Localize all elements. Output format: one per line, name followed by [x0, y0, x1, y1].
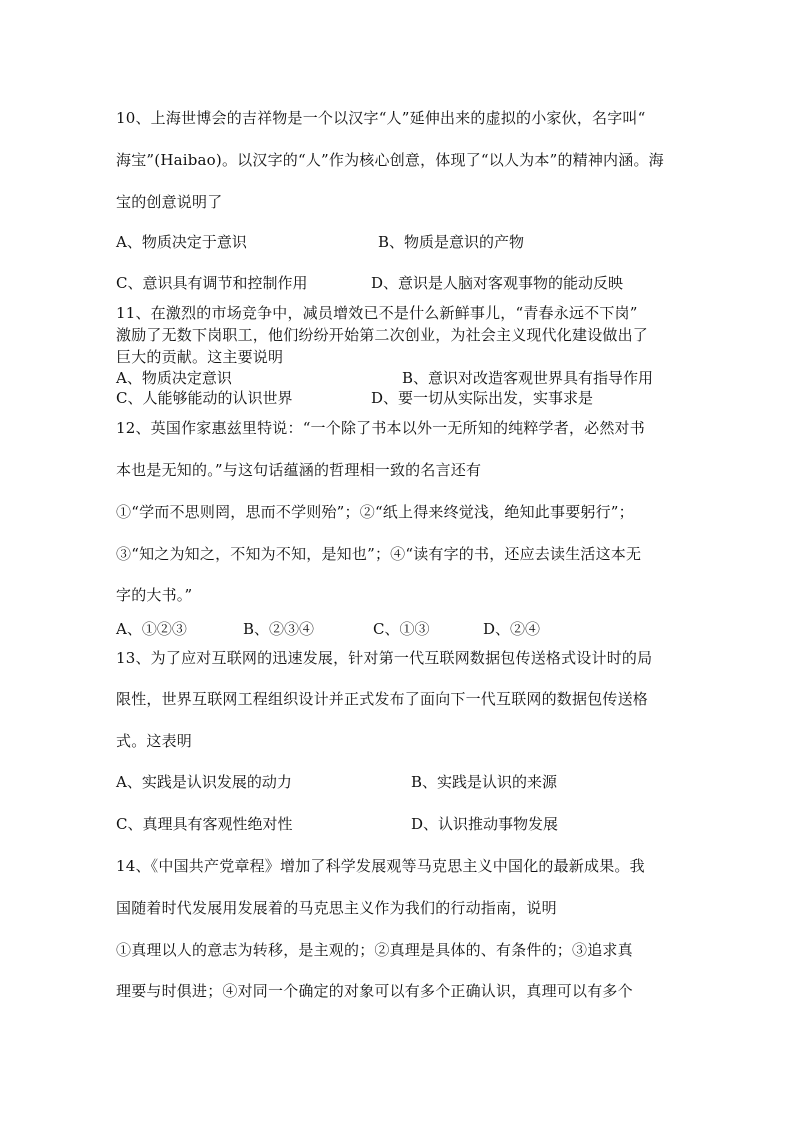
q13-stem-line1: 13、为了应对互联网的迅速发展，针对第一代互联网数据包传送格式设计时的局	[116, 649, 653, 667]
q13-option-a: A、实践是认识发展的动力	[116, 773, 292, 791]
q12-stem-line1: 12、英国作家惠兹里特说：“一个除了书本以外一无所知的纯粹学者，必然对书	[116, 419, 645, 437]
q11-stem-line2: 激励了无数下岗职工，他们纷纷开始第二次创业，为社会主义现代化建设做出了	[116, 326, 649, 344]
q10-stem-line3: 宝的创意说明了	[116, 193, 223, 211]
q10-option-b: B、物质是意识的产物	[378, 233, 525, 251]
q11-option-c: C、人能够能动的认识世界	[116, 389, 293, 407]
q12-option-b: B、②③④	[243, 620, 315, 638]
q13-option-b: B、实践是认识的来源	[411, 773, 558, 791]
q14-stem-line3: ①真理以人的意志为转移，是主观的；②真理是具体的、有条件的；③追求真	[116, 941, 633, 959]
q10-option-a: A、物质决定于意识	[116, 233, 247, 251]
q12-option-a: A、①②③	[116, 620, 187, 638]
q11-option-d: D、要一切从实际出发，实事求是	[371, 389, 594, 407]
q13-stem-line2: 限性，世界互联网工程组织设计并正式发布了面向下一代互联网的数据包传送格	[116, 690, 649, 708]
q11-option-b: B、意识对改造客观世界具有指导作用	[402, 369, 654, 387]
q14-stem-line2: 国随着时代发展用发展着的马克思主义作为我们的行动指南，说明	[116, 899, 557, 917]
q10-stem-line1: 10、上海世博会的吉祥物是一个以汉字“人”延伸出来的虚拟的小家伙，名字叫“	[116, 109, 646, 127]
q12-stem-line5: 字的大书。”	[116, 586, 193, 604]
q12-stem-line2: 本也是无知的。”与这句话蕴涵的哲理相一致的名言还有	[116, 461, 482, 479]
q13-stem-line3: 式。这表明	[116, 732, 193, 750]
q11-stem-line3: 巨大的贡献。这主要说明	[116, 348, 284, 366]
q11-option-a: A、物质决定意识	[116, 369, 232, 387]
q12-stem-line4: ③“知之为知之，不知为不知，是知也”；④“读有字的书，还应去读生活这本无	[116, 545, 642, 563]
q13-option-d: D、认识推动事物发展	[411, 815, 559, 833]
q12-stem-line3: ①“学而不思则罔，思而不学则殆”；②“纸上得来终觉浅，绝知此事要躬行”；	[116, 503, 634, 521]
q13-option-c: C、真理具有客观性绝对性	[116, 815, 293, 833]
q10-stem-line2: 海宝”(Haibao)。以汉字的“人”作为核心创意，体现了“以人为本”的精神内涵。海	[116, 151, 664, 169]
q10-option-c: C、意识具有调节和控制作用	[116, 274, 308, 292]
q14-stem-line1: 14、《中国共产党章程》增加了科学发展观等马克思主义中国化的最新成果。我	[116, 857, 645, 875]
q14-stem-line4: 理要与时俱进；④对同一个确定的对象可以有多个正确认识，真理可以有多个	[116, 982, 633, 1000]
q11-stem-line1: 11、在激烈的市场竞争中，减员增效已不是什么新鲜事儿，“青春永远不下岗”	[116, 304, 638, 322]
q12-option-c: C、①③	[373, 620, 430, 638]
q10-option-d: D、意识是人脑对客观事物的能动反映	[371, 274, 624, 292]
q12-option-d: D、②④	[483, 620, 541, 638]
